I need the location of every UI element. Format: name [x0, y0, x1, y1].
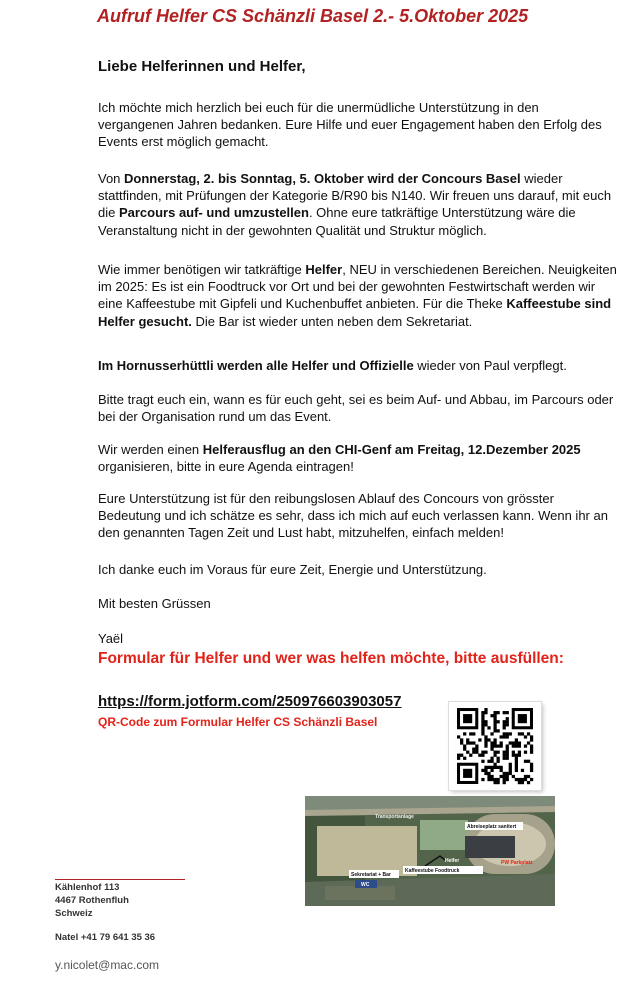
address-city: 4467 Rothenfluh: [55, 895, 129, 906]
address-email[interactable]: y.nicolet@mac.com: [55, 958, 159, 972]
paragraph-dates: Von Donnerstag, 2. bis Sonntag, 5. Oktober wird der Concours Basel wieder stattfinden, mit Prüfungen der Kategorie B/R90 bis N140. Wir freuen uns darauf, mit euch die Parcours auf- und umzustellen. Ohne eure tatkräftige Unterstützung wäre die Veranstaltung nicht in der gewohnten Qualität und Struktur möglich.: [98, 171, 612, 238]
map-label-abreise: Abreiseplatz sanitert: [467, 824, 517, 830]
form-link[interactable]: https://form.jotform.com/250976603903057: [98, 693, 402, 710]
greeting: Liebe Helferinnen und Helfer,: [98, 58, 306, 75]
paragraph-importance: Eure Unterstützung ist für den reibungslosen Ablauf des Concours von grösster Bedeutung und ich schätze es sehr, dass ich mich auf euch verlassen kann. Wenn ihr an den genannten Tagen Zeit und Lust habt, mitzuhelfen, einfach melden!: [98, 491, 608, 541]
address-street: Kählenhof 113: [55, 882, 120, 893]
form-heading: Formular für Helfer und wer was helfen möchte, bitte ausfüllen:: [98, 650, 564, 667]
address-country: Schweiz: [55, 908, 93, 919]
map-label-pw: PW Parkplatz: [501, 860, 533, 866]
closing: Mit besten Grüssen: [98, 596, 211, 611]
signature: Yaël: [98, 631, 124, 646]
map-label-sekretariat: Sekretariat + Bar: [351, 872, 391, 878]
paragraph-thanks: Ich möchte mich herzlich bei euch für die unermüdliche Unterstützung in den vergangenen Jahren bedanken. Eure Hilfe und euer Engagement haben den Erfolg des Events erst möglich gemacht.: [98, 100, 602, 150]
qr-code-icon: [449, 702, 541, 790]
address-phone: Natel +41 79 641 35 36: [55, 932, 156, 943]
map-label-helfer: Helfer: [445, 858, 460, 864]
qr-caption: QR-Code zum Formular Helfer CS Schänzli Basel: [98, 715, 378, 729]
map-label-transport: Transportanlage: [375, 814, 414, 820]
map-label-wc: WC: [361, 882, 370, 888]
paragraph-final-thanks: Ich danke euch im Voraus für eure Zeit, Energie und Unterstützung.: [98, 562, 487, 577]
footer-divider: [55, 879, 185, 880]
site-map-image: [305, 796, 555, 906]
paragraph-helpers-needed: Wie immer benötigen wir tatkräftige Helfer, NEU in verschiedenen Bereichen. Neuigkeiten im 2025: Es ist ein Foodtruck vor Ort und bei der gewohnten Festwirtschaft werden wir eine Kaffeestube mit Gipfeli und Kuchenbuffet anbieten. Für die Theke Kaffeestube sind Helfer gesucht. Die Bar ist wieder unten neben dem Sekretariat.: [98, 262, 617, 329]
document-title: Aufruf Helfer CS Schänzli Basel 2.- 5.Oktober 2025: [97, 6, 529, 26]
paragraph-catering: Im Hornusserhüttli werden alle Helfer und Offizielle wieder von Paul verpflegt.: [98, 358, 567, 373]
paragraph-signup: Bitte tragt euch ein, wann es für euch geht, sei es beim Auf- und Abbau, im Parcours oder bei der Organisation rund um das Event.: [98, 392, 614, 425]
map-label-kaffeestube: Kaffeestube Foodtruck: [405, 868, 460, 874]
paragraph-excursion: Wir werden einen Helferausflug an den CHI-Genf am Freitag, 12.Dezember 2025 organisieren, bitte in eure Agenda eintragen!: [98, 442, 581, 475]
